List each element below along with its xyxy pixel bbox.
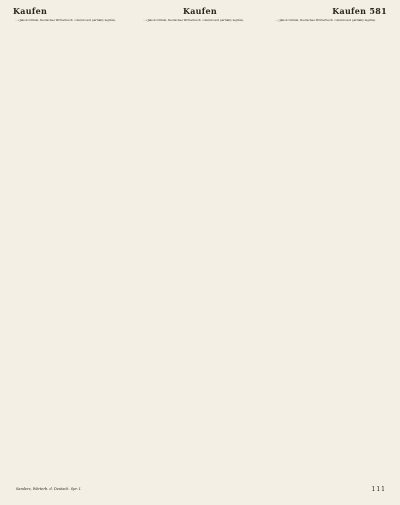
header-right-headword-and-page-number: Kaufen 581: [332, 6, 387, 16]
header-center-headword: Kaufen: [182, 6, 218, 16]
text-column-3: [272, 18, 390, 490]
three-column-body: [12, 18, 390, 490]
text-column-1: [12, 18, 132, 490]
column-3-paragraph: ... (Jakob Grimm, Deutsches Wörterbuch: column text partially legible): [275, 18, 376, 22]
running-header: [9, 4, 391, 18]
column-1-paragraph: ... (Jakob Grimm, Deutsches Wörterbuch: column text partially legible): [15, 18, 116, 22]
text-column-2: [140, 18, 264, 490]
page-footer: [16, 487, 386, 497]
footer-source-note: Sanders, Wörterb. d. Deutsch. Spr. I.: [16, 487, 82, 491]
header-left-headword: Kaufen: [13, 6, 48, 16]
signature-number: 111: [371, 486, 386, 493]
column-2-paragraph: ... (Jakob Grimm, Deutsches Wörterbuch: column text partially legible): [143, 18, 244, 22]
